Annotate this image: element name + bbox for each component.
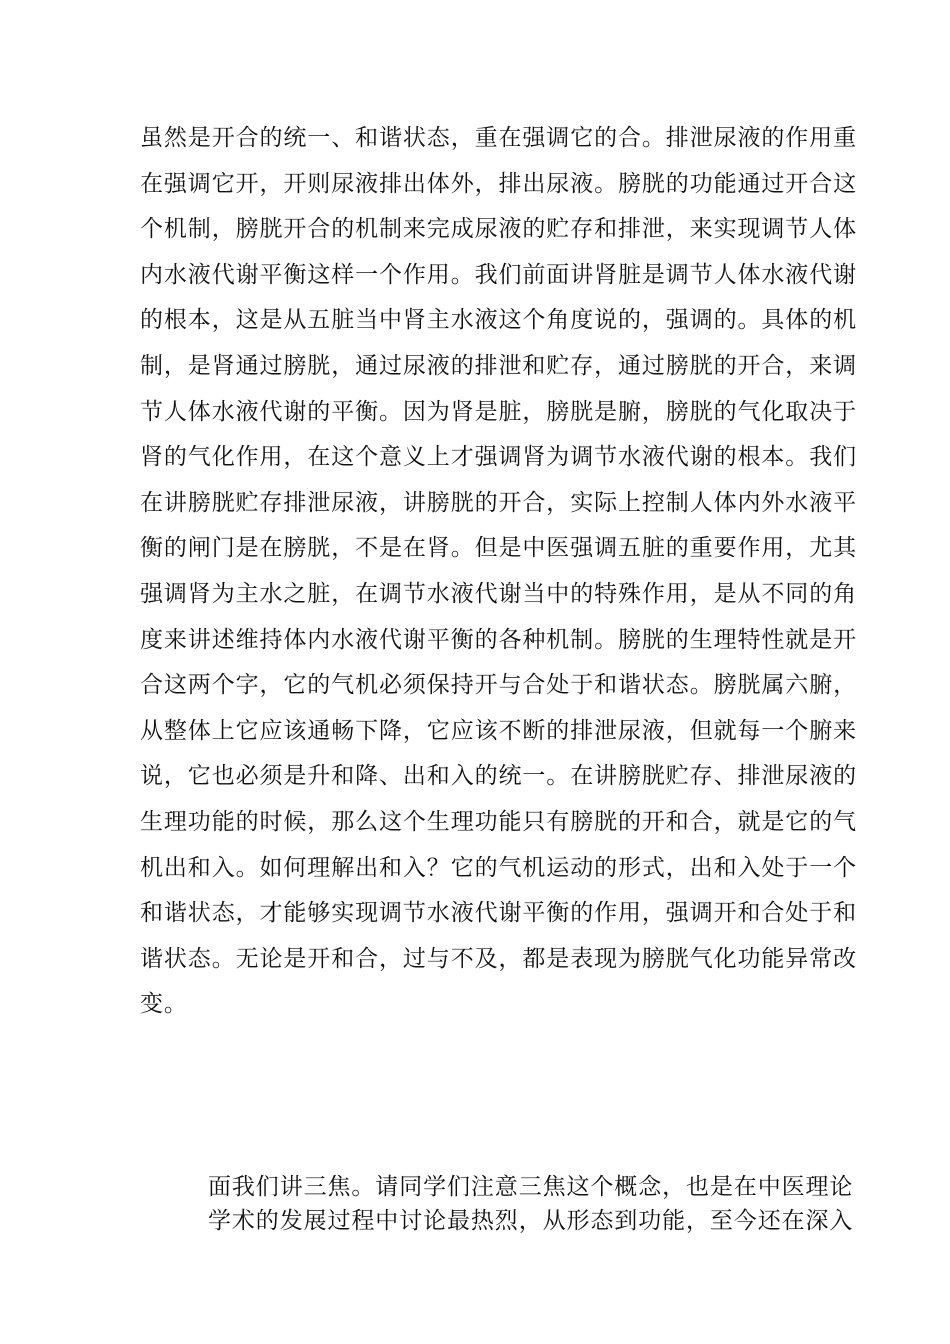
text-line: 学术的发展过程中讨论最热烈，从形态到功能，至今还在深入 (208, 1208, 854, 1234)
text-line: 机出和入。如何理解出和入？它的气机运动的形式，出和入处于一个 (140, 854, 857, 881)
text-line: 从整体上它应该通畅下降，它应该不断的排泄尿液，但就每一个腑来 (140, 717, 857, 744)
text-line: 的根本，这是从五脏当中肾主水液这个角度说的，强调的。具体的机 (140, 307, 857, 334)
text-line: 衡的闸门是在膀胱，不是在肾。但是中医强调五脏的重要作用，尤其 (140, 535, 857, 562)
section-paragraph (140, 1170, 854, 1238)
body-paragraph (140, 116, 857, 1028)
text-line: 虽然是开合的统一、和谐状态，重在强调它的合。排泄尿液的作用重 (140, 125, 857, 151)
text-line: 度来讲述维持体内水液代谢平衡的各种机制。膀胱的生理特性就是开 (140, 626, 857, 653)
text-line: 面我们讲三焦。请同学们注意三焦这个概念，也是在中医理论 (208, 1174, 854, 1200)
text-line: 个机制，膀胱开合的机制来完成尿液的贮存和排泄，来实现调节人体 (140, 216, 857, 243)
text-line: 肾的气化作用，在这个意义上才强调肾为调节水液代谢的根本。我们 (140, 444, 857, 471)
text-line: 说，它也必须是升和降、出和入的统一。在讲膀胱贮存、排泄尿液的 (140, 763, 857, 790)
text-line: 合这两个字，它的气机必须保持开与合处于和谐状态。膀胱属六腑， (140, 672, 857, 699)
text-line: 和谐状态，才能够实现调节水液代谢平衡的作用，强调开和合处于和 (140, 900, 857, 927)
text-line: 在强调它开，开则尿液排出体外，排出尿液。膀胱的功能通过开合这 (140, 170, 857, 197)
text-line: 内水液代谢平衡这样一个作用。我们前面讲肾脏是调节人体水液代谢 (140, 261, 857, 288)
text-line: 谐状态。无论是开和合，过与不及，都是表现为膀胱气化功能异常改 (140, 945, 857, 972)
text-line: 生理功能的时候，那么这个生理功能只有膀胱的开和合，就是它的气 (140, 808, 857, 835)
text-line: 变。 (140, 991, 188, 1018)
text-line: 在讲膀胱贮存排泄尿液，讲膀胱的开合，实际上控制人体内外水液平 (140, 489, 857, 516)
text-line: 制，是肾通过膀胱，通过尿液的排泄和贮存，通过膀胱的开合，来调 (140, 352, 857, 379)
text-line: 强调肾为主水之脏，在调节水液代谢当中的特殊作用，是从不同的角 (140, 580, 857, 607)
text-line: 节人体水液代谢的平衡。因为肾是脏，膀胱是腑，膀胱的气化取决于 (140, 398, 857, 425)
